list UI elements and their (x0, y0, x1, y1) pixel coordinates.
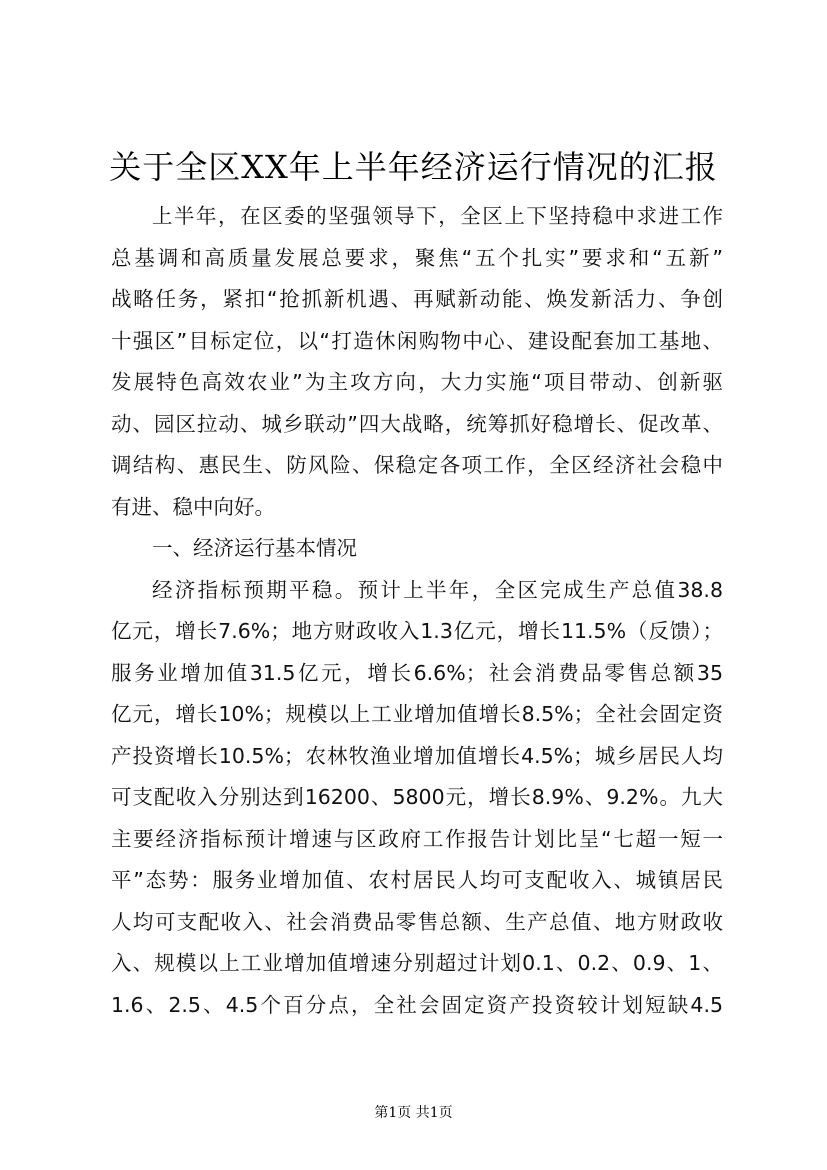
paragraph-line: 亿元，增长10%；规模以上工业增加值增长8.5%；全社会固定资 (111, 702, 723, 726)
paragraph-line: 服务业增加值31.5亿元，增长6.6%；社会消费品零售总额35 (111, 660, 723, 685)
paragraph-line: 总基调和高质量发展总要求，聚焦“五个扎实”要求和“五新” (111, 245, 723, 270)
document-body (111, 196, 723, 1026)
section-heading: 一、经济运行基本情况 (152, 536, 357, 560)
paragraph-line: 主要经济指标预计增速与区政府工作报告计划比呈“七超一短一 (111, 826, 723, 851)
paragraph-line: 经济指标预期平稳。预计上半年，全区完成生产总值38.8 (152, 577, 723, 602)
paragraph-line: 战略任务，紧扣“抢抓新机遇、再赋新动能、焕发新活力、争创 (111, 287, 723, 311)
paragraph-line: 动、园区拉动、城乡联动”四大战略，统筹抓好稳增长、促改革、 (111, 411, 723, 436)
paragraph-line: 十强区”目标定位，以“打造休闲购物中心、建设配套加工基地、 (111, 328, 723, 353)
paragraph-line: 调结构、惠民生、防风险、保稳定各项工作，全区经济社会稳中 (111, 453, 723, 477)
page-footer: 第1页 共1页 (374, 1105, 453, 1121)
paragraph-line: 人均可支配收入、社会消费品零售总额、生产总值、地方财政收 (111, 909, 723, 934)
paragraph-line: 平”态势：服务业增加值、农村居民人均可支配收入、城镇居民 (111, 868, 723, 892)
document-title: 关于全区XX年上半年经济运行情况的汇报 (109, 148, 718, 186)
paragraph-line: 1.6、2.5、4.5个百分点，全社会固定资产投资较计划短缺4.5 (111, 992, 723, 1017)
paragraph-line: 产投资增长10.5%；农林牧渔业增加值增长4.5%；城乡居民人均 (111, 743, 723, 768)
paragraph-line: 入、规模以上工业增加值增速分别超过计划0.1、0.2、0.9、1、 (111, 951, 723, 975)
paragraph-line: 上半年，在区委的坚强领导下，全区上下坚持稳中求进工作 (152, 204, 723, 228)
paragraph-line: 亿元，增长7.6%；地方财政收入1.3亿元，增长11.5%（反馈）； (111, 619, 723, 643)
paragraph-line: 可支配收入分别达到16200、5800元，增长8.9%、9.2%。九大 (111, 785, 723, 809)
paragraph-line: 发展特色高效农业”为主攻方向，大力实施“项目带动、创新驱 (111, 370, 723, 394)
paragraph-line: 有进、稳中向好。 (111, 494, 275, 519)
